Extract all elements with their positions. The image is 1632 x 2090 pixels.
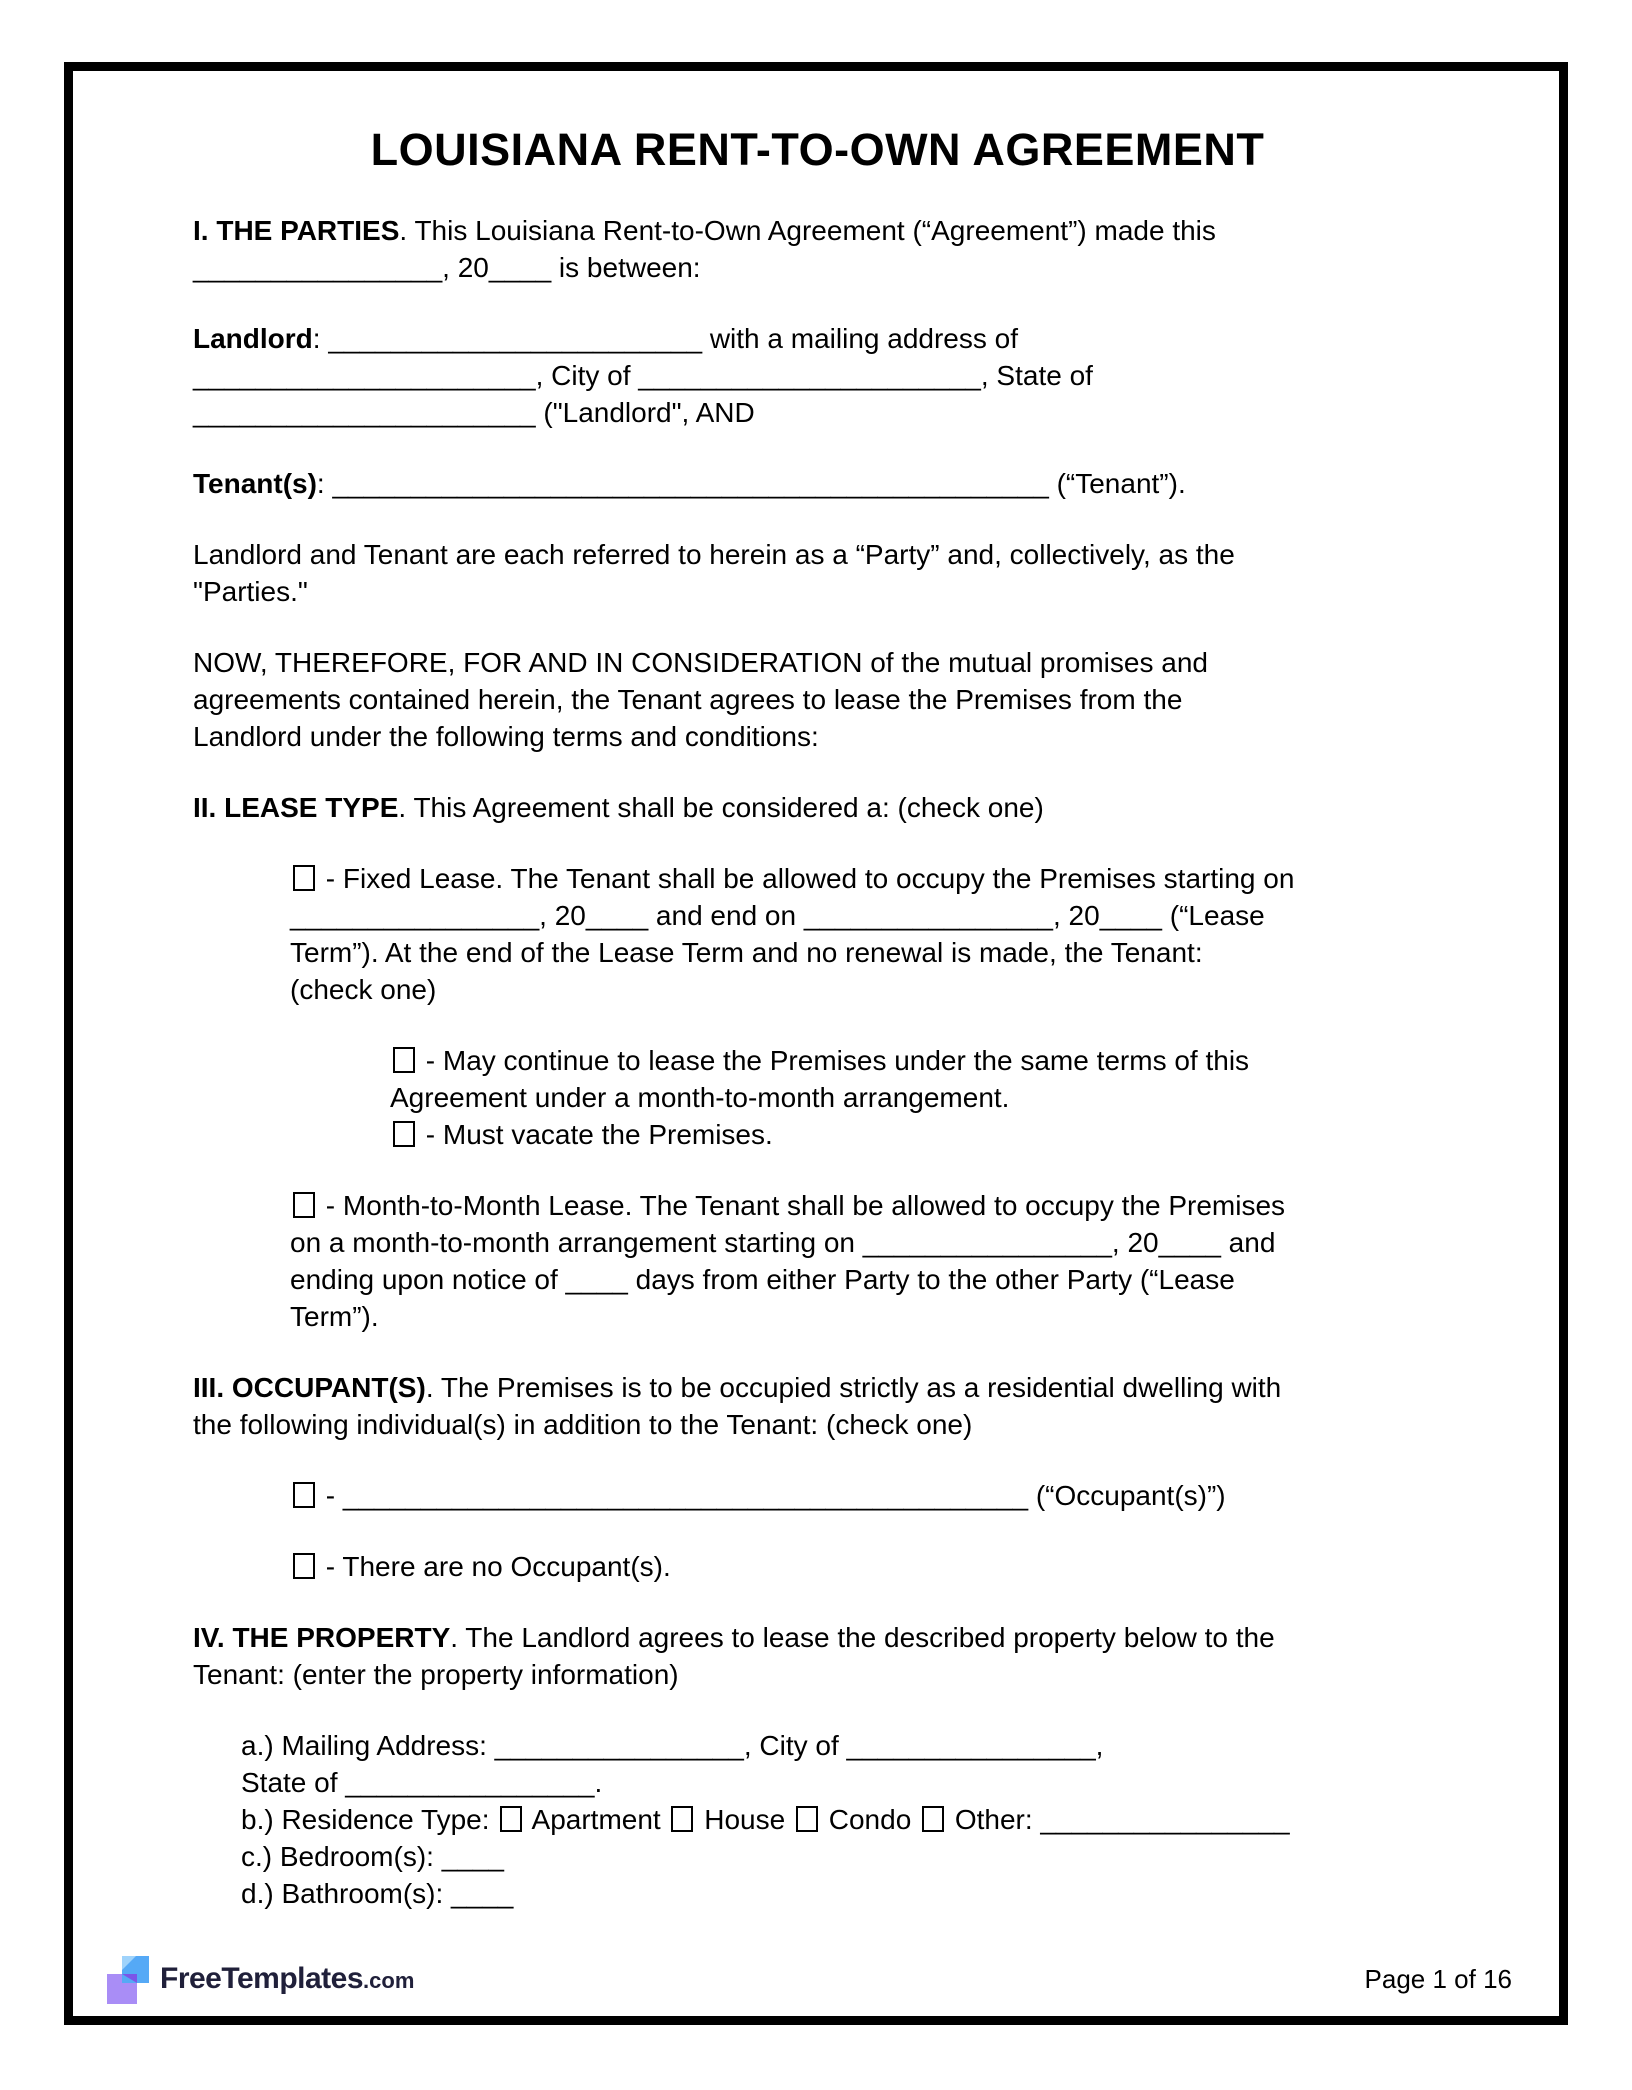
body-text: d.) Bathroom(s): ____ — [241, 1878, 514, 1909]
freetemplates-logo — [106, 1954, 414, 2004]
fixed-lease-option — [193, 860, 1442, 1008]
section-heading-text: II. LEASE TYPE — [193, 792, 399, 823]
body-text: House — [696, 1804, 793, 1835]
body-text: : ________________________ with a mailing address of — [312, 323, 1018, 354]
section-lease-type — [193, 789, 1442, 826]
body-text: Term”). — [290, 1301, 379, 1332]
body-text: . The Premises is to be occupied strictly as a residential dwelling with — [425, 1372, 1282, 1403]
body-text: - There are no Occupant(s). — [318, 1551, 671, 1582]
checkbox-icon[interactable] — [293, 1553, 315, 1579]
body-text: - May continue to lease the Premises under the same terms of this — [418, 1045, 1250, 1076]
page-footer — [106, 1954, 1512, 2004]
text-line — [290, 1298, 1442, 1335]
text-line — [241, 1801, 1442, 1838]
body-text: Agreement under a month-to-month arrangement. — [390, 1082, 1010, 1113]
body-text: : ______________________________________________ (“Tenant”). — [316, 468, 1186, 499]
body-text: Term”). At the end of the Lease Term and no renewal is made, the Tenant: — [290, 937, 1203, 968]
text-line — [241, 1875, 1442, 1912]
text-line — [241, 1838, 1442, 1875]
no-occupants-option — [193, 1548, 1442, 1585]
body-text: ending upon notice of ____ days from either Party to the other Party (“Lease — [290, 1264, 1235, 1295]
text-line — [290, 860, 1442, 897]
body-text: the following individual(s) in addition to the Tenant: (check one) — [193, 1409, 973, 1440]
text-line — [193, 320, 1442, 357]
body-text: State of ________________. — [241, 1767, 603, 1798]
fixed-lease-sub-options — [193, 1042, 1442, 1153]
body-text: a.) Mailing Address: ________________, City of ________________, — [241, 1730, 1104, 1761]
tenant-clause — [193, 465, 1442, 502]
consideration-clause — [193, 644, 1442, 755]
text-line — [193, 789, 1442, 826]
checkbox-icon[interactable] — [293, 1192, 315, 1218]
text-line — [193, 465, 1442, 502]
text-line — [290, 971, 1442, 1008]
body-text: b.) Residence Type: — [241, 1804, 498, 1835]
checkbox-icon[interactable] — [922, 1806, 944, 1832]
body-text: - Fixed Lease. The Tenant shall be allowed to occupy the Premises starting on — [318, 863, 1295, 894]
body-text: Other: ________________ — [947, 1804, 1290, 1835]
text-line — [193, 394, 1442, 431]
checkbox-icon[interactable] — [796, 1806, 818, 1832]
body-text: ______________________, City of ______________________, State of — [193, 360, 1093, 391]
body-text: NOW, THEREFORE, FOR AND IN CONSIDERATION of the mutual promises and — [193, 647, 1208, 678]
text-line — [390, 1079, 1442, 1116]
property-details-list — [193, 1727, 1442, 1912]
brand-name: FreeTemplates — [160, 1962, 364, 1995]
checkbox-icon[interactable] — [393, 1047, 415, 1073]
checkbox-icon[interactable] — [293, 1482, 315, 1508]
checkbox-icon[interactable] — [393, 1121, 415, 1147]
body-text: on a month-to-month arrangement starting on ________________, 20____ and — [290, 1227, 1276, 1258]
landlord-clause — [193, 320, 1442, 431]
text-line — [290, 1548, 1442, 1585]
text-line — [193, 573, 1442, 610]
body-text: Landlord under the following terms and conditions: — [193, 721, 819, 752]
text-line — [193, 644, 1442, 681]
text-line — [193, 1369, 1442, 1406]
page-number-label: Page 1 of 16 — [1364, 1963, 1512, 1994]
text-line — [193, 718, 1442, 755]
brand-suffix: .com — [363, 1968, 415, 1993]
checkbox-icon[interactable] — [293, 865, 315, 891]
freetemplates-logo-icon — [106, 1954, 150, 2004]
text-line — [290, 1261, 1442, 1298]
body-text: Condo — [820, 1804, 920, 1835]
text-line — [390, 1116, 1442, 1153]
text-line — [290, 1224, 1442, 1261]
document-title: LOUISIANA RENT-TO-OWN AGREEMENT — [370, 124, 1265, 175]
text-line — [290, 934, 1442, 971]
body-text: . This Agreement shall be considered a: (check one) — [398, 792, 1044, 823]
checkbox-icon[interactable] — [500, 1806, 522, 1832]
body-text: "Parties." — [193, 576, 308, 607]
document-body — [193, 212, 1442, 1912]
body-text: Tenant: (enter the property information) — [193, 1659, 679, 1690]
body-text: ________________, 20____ and end on ________________, 20____ (“Lease — [290, 900, 1265, 931]
text-line — [290, 1187, 1442, 1224]
section-heading-text: IV. THE PROPERTY — [193, 1622, 451, 1653]
text-line — [193, 681, 1442, 718]
occupants-named-option — [193, 1477, 1442, 1514]
text-line — [241, 1727, 1442, 1764]
text-line — [390, 1042, 1442, 1079]
body-text: . The Landlord agrees to lease the described property below to the — [450, 1622, 1275, 1653]
body-text: . This Louisiana Rent-to-Own Agreement (“Agreement”) made this — [399, 215, 1216, 246]
text-line — [193, 357, 1442, 394]
body-text: ______________________ ("Landlord", AND — [193, 397, 755, 428]
body-text: (check one) — [290, 974, 437, 1005]
body-text: - ____________________________________________ (“Occupant(s)”) — [318, 1480, 1226, 1511]
body-text: - Month-to-Month Lease. The Tenant shall be allowed to occupy the Premises — [318, 1190, 1286, 1221]
body-text: - Must vacate the Premises. — [418, 1119, 773, 1150]
text-line — [193, 1406, 1442, 1443]
text-line — [290, 897, 1442, 934]
section-the-property — [193, 1619, 1442, 1693]
parties-definition — [193, 536, 1442, 610]
section-the-parties — [193, 212, 1442, 286]
text-line — [193, 1656, 1442, 1693]
section-heading-text: Tenant(s) — [193, 468, 317, 499]
body-text: Apartment — [525, 1804, 669, 1835]
text-line — [193, 536, 1442, 573]
body-text: Landlord and Tenant are each referred to herein as a “Party” and, collectively, as the — [193, 539, 1235, 570]
text-line — [193, 212, 1442, 249]
text-line — [241, 1764, 1442, 1801]
body-text: c.) Bedroom(s): ____ — [241, 1841, 504, 1872]
text-line — [193, 1619, 1442, 1656]
body-text: ________________, 20____ is between: — [193, 252, 701, 283]
text-line — [193, 249, 1442, 286]
section-heading-text: III. OCCUPANT(S) — [193, 1372, 426, 1403]
text-line — [290, 1477, 1442, 1514]
month-to-month-option — [193, 1187, 1442, 1335]
checkbox-icon[interactable] — [671, 1806, 693, 1832]
section-heading-text: I. THE PARTIES — [193, 215, 400, 246]
section-occupants — [193, 1369, 1442, 1443]
body-text: agreements contained herein, the Tenant agrees to lease the Premises from the — [193, 684, 1183, 715]
section-heading-text: Landlord — [193, 323, 313, 354]
